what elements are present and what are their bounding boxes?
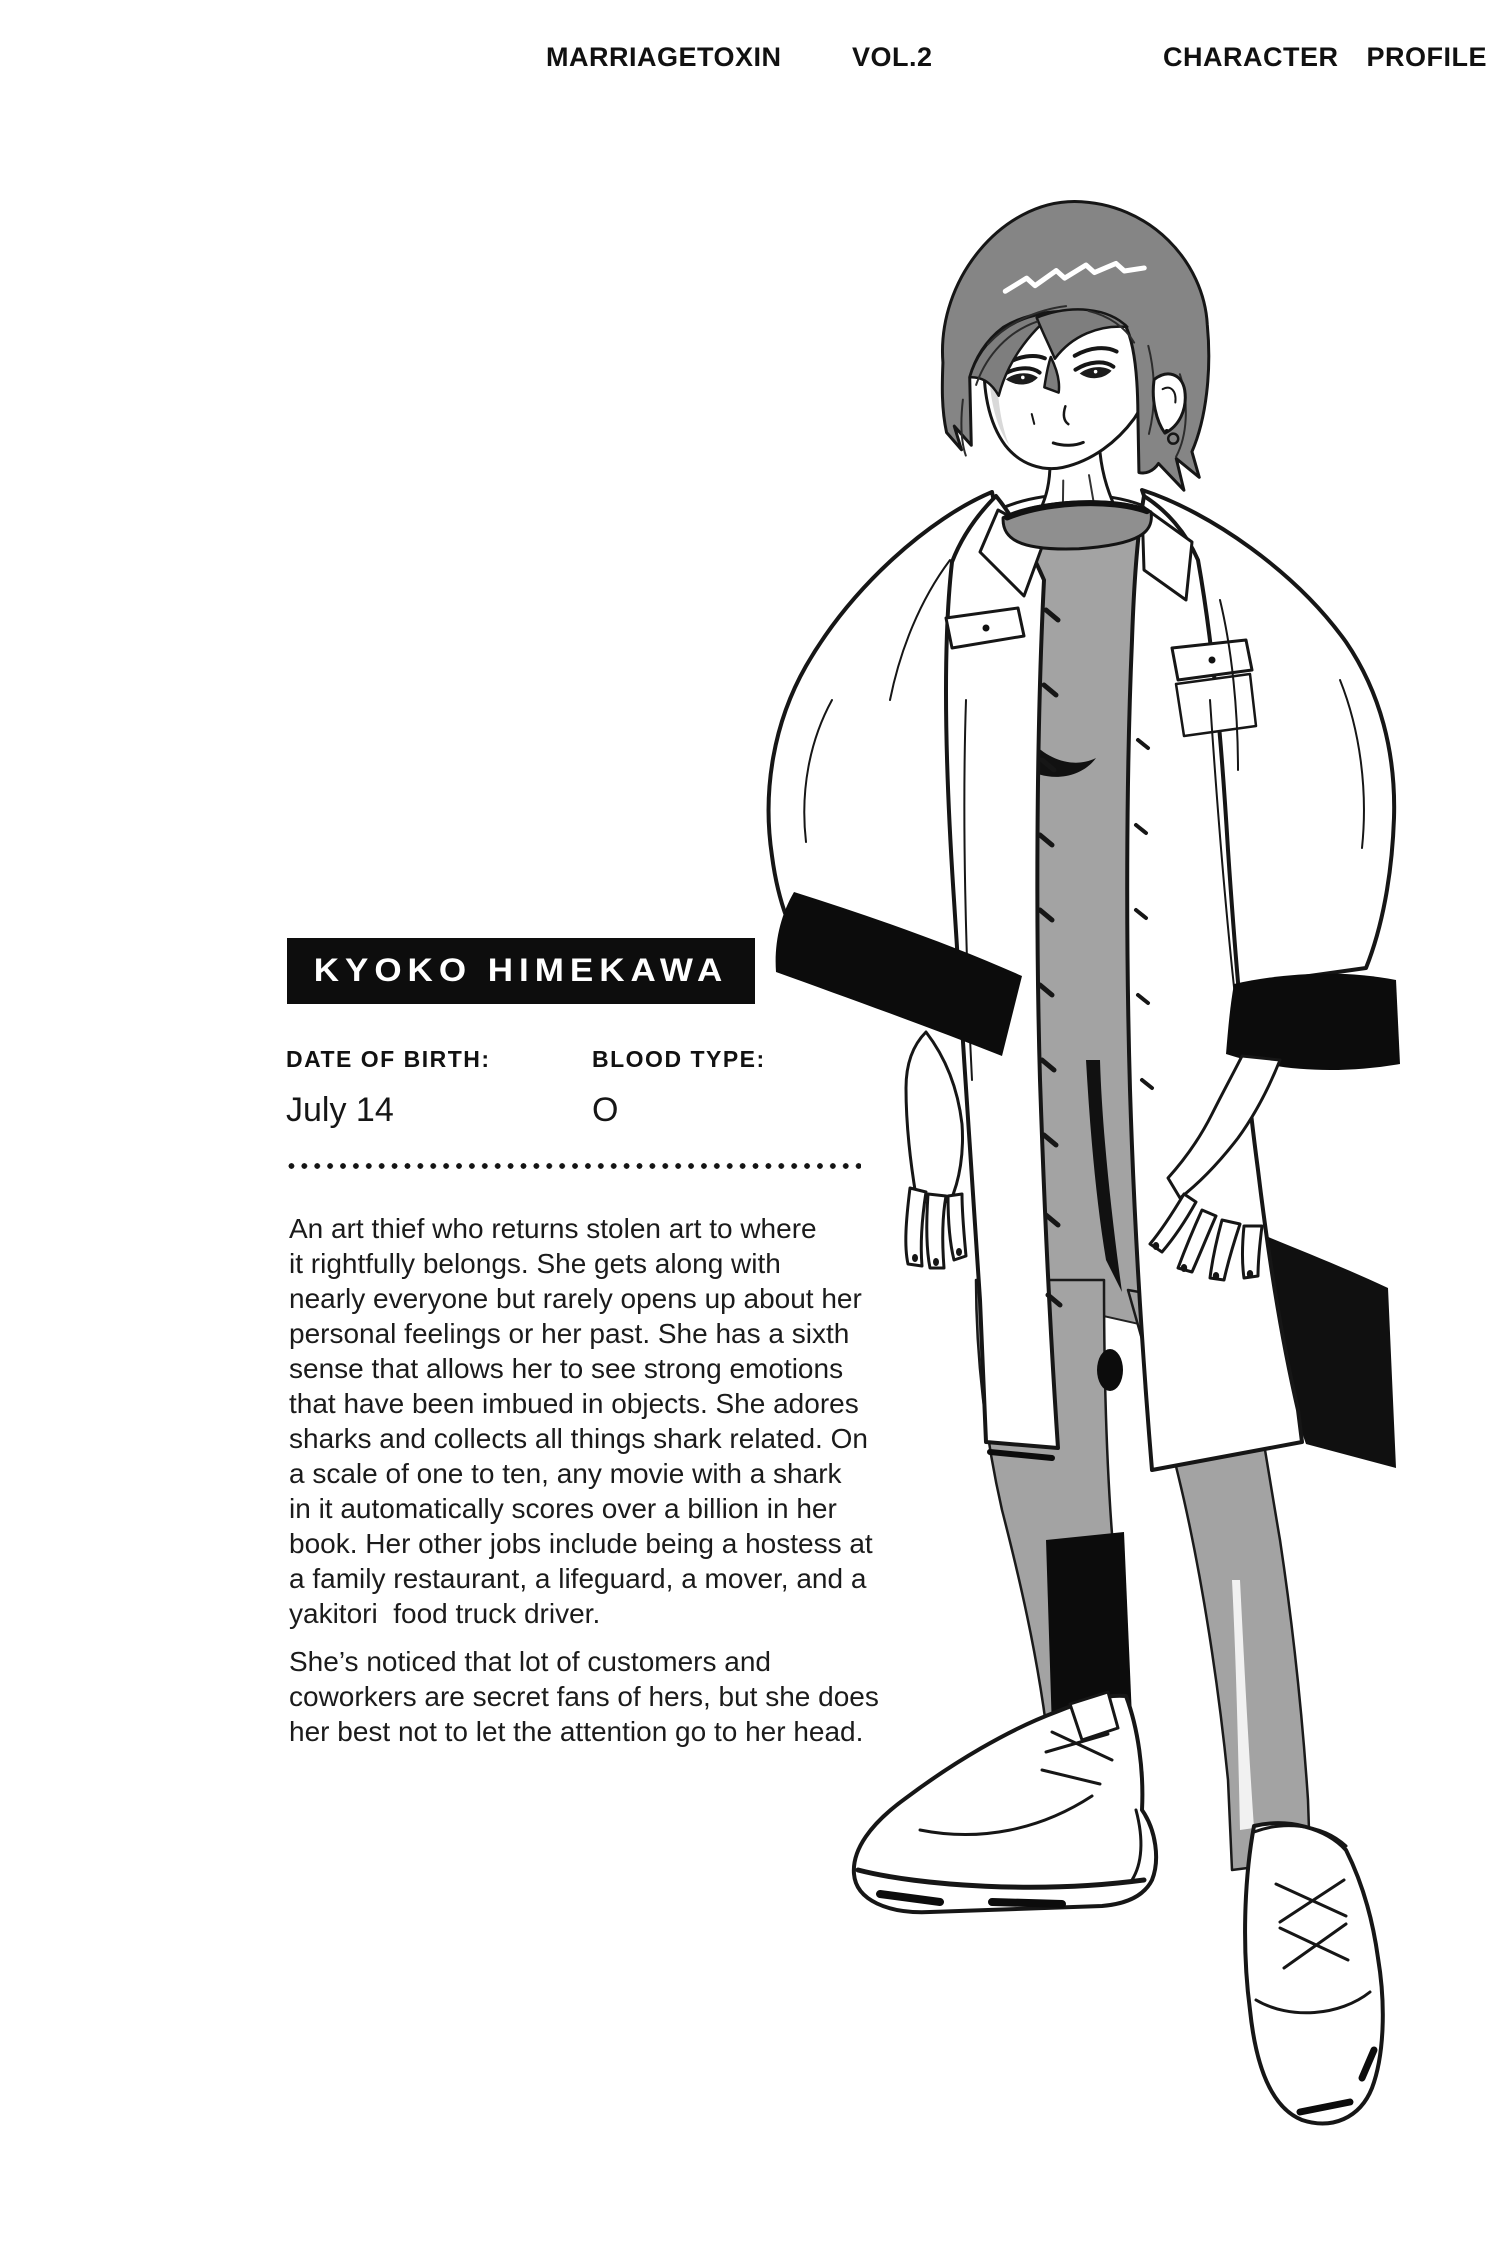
date-of-birth-label: DATE OF BIRTH: xyxy=(286,1046,491,1072)
right-cuff xyxy=(1226,974,1400,1070)
bio-line: personal feelings or her past. She has a sixth xyxy=(289,1318,850,1349)
field-blood-type xyxy=(592,1046,766,1130)
bio-paragraph-1 xyxy=(289,1211,909,1631)
bio-line: her best not to let the attention go to her head. xyxy=(289,1716,864,1747)
right-sneaker xyxy=(1245,1823,1383,2123)
blood-type-label: BLOOD TYPE: xyxy=(592,1046,766,1072)
bio-line: sense that allows her to see strong emotions xyxy=(289,1353,844,1384)
character-name-banner xyxy=(287,938,755,1004)
bio-line: sharks and collects all things shark related. On xyxy=(289,1423,868,1454)
character-name: KYOKO HIMEKAWA xyxy=(313,952,729,989)
blood-type-value: O xyxy=(592,1091,619,1129)
bio-line: it rightfully belongs. She gets along with xyxy=(289,1248,781,1279)
field-date-of-birth xyxy=(286,1046,491,1130)
bio-line: that have been imbued in objects. She adores xyxy=(289,1388,859,1419)
volume-label: VOL.2 xyxy=(852,42,933,72)
bio-line: nearly everyone but rarely opens up about her xyxy=(289,1283,862,1314)
dotted-divider xyxy=(285,1163,861,1169)
left-hand xyxy=(906,1032,966,1268)
section-title: CHARACTER PROFILE xyxy=(1163,42,1487,72)
bio-line: She’s noticed that lot of customers and xyxy=(289,1646,771,1677)
series-title: MARRIAGETOXIN xyxy=(546,42,782,72)
date-of-birth-value: July 14 xyxy=(286,1091,394,1129)
bio-line: coworkers are secret fans of hers, but she does xyxy=(289,1681,879,1712)
bio-line: book. Her other jobs include being a hostess at xyxy=(289,1528,873,1559)
bio-line: in it automatically scores over a billion in her xyxy=(289,1493,837,1524)
bio-line: An art thief who returns stolen art to where xyxy=(289,1213,817,1244)
bio-line: a family restaurant, a lifeguard, a mover, and a xyxy=(289,1563,867,1594)
bio-paragraph-2 xyxy=(289,1644,909,1749)
bio-line: yakitori food truck driver. xyxy=(289,1598,601,1629)
bio-line: a scale of one to ten, any movie with a shark xyxy=(289,1458,842,1489)
character-illustration xyxy=(740,180,1420,2140)
